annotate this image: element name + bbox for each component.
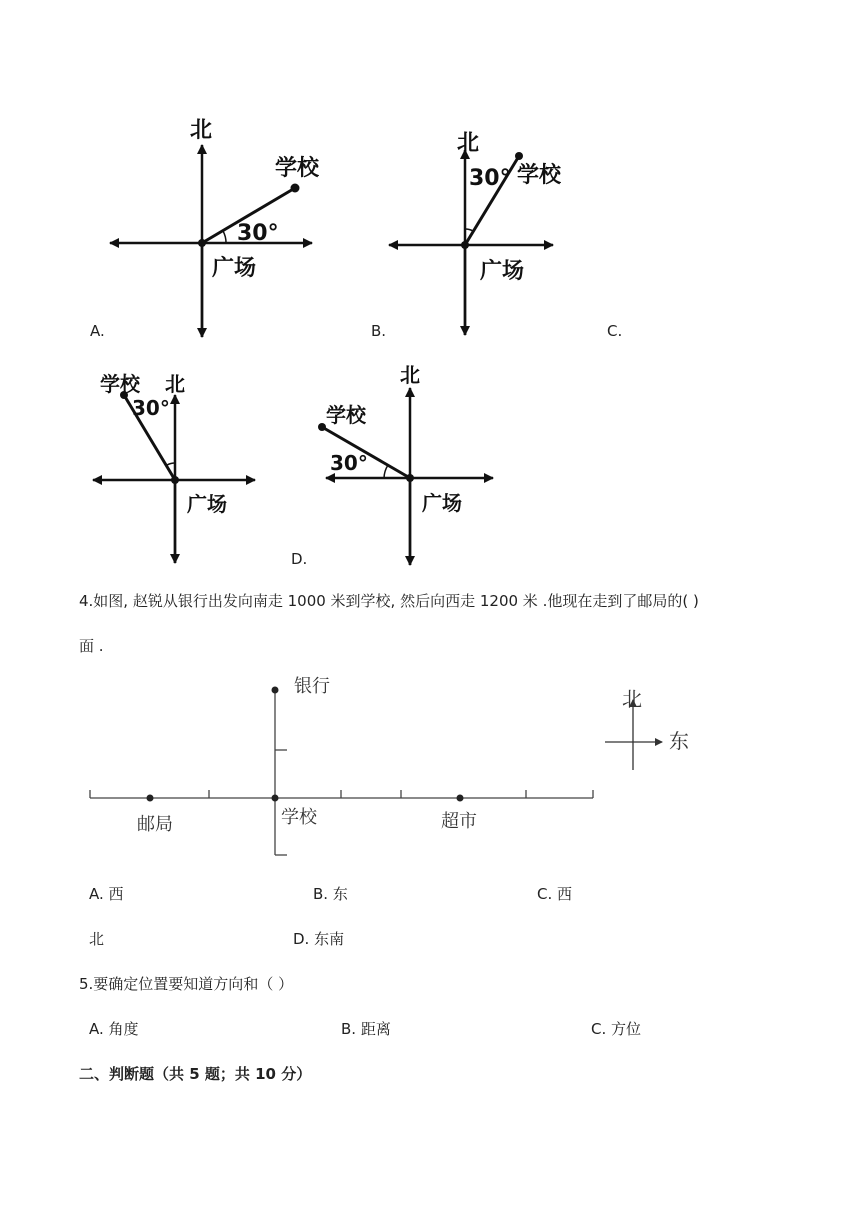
figure-c-angle-label: 30° [132, 396, 170, 420]
figure-b [385, 130, 585, 340]
option-a-label: A. [90, 322, 105, 340]
figure-b-square-label: 广场 [480, 259, 525, 284]
q4-option-b: B. 东 [313, 885, 348, 903]
question-4-stem-line2: 面 . [79, 637, 104, 655]
map-supermarket-label: 超市 [441, 811, 477, 832]
figure-d [318, 360, 498, 570]
option-b-label: B. [371, 322, 387, 340]
figure-d-north-label: 北 [400, 363, 420, 387]
compass-east-label: 东 [669, 729, 689, 753]
figure-d-school-label: 学校 [326, 403, 366, 427]
figure-a-north-label: 北 [190, 118, 213, 143]
q4-option-d: D. 东南 [293, 930, 345, 948]
q4-option-c: C. 西 [537, 885, 573, 903]
q4-option-c-continued: 北 [89, 930, 105, 948]
map-post-office-label: 邮局 [137, 814, 173, 835]
figure-a-square-label: 广场 [212, 256, 257, 281]
q5-option-b: B. 距离 [341, 1020, 391, 1038]
compass-north-label: 北 [622, 687, 642, 711]
figure-c [90, 365, 265, 570]
figure-c-north-label: 北 [165, 372, 185, 396]
figure-a-school-label: 学校 [275, 156, 320, 181]
route-map [85, 670, 705, 865]
figure-b-angle-label: 30° [469, 166, 511, 191]
question-5-stem: 5.要确定位置要知道方向和（ ） [79, 975, 294, 993]
question-4-stem-line1: 4.如图, 赵锐从银行出发向南走 1000 米到学校, 然后向西走 1200 米 .他现在走到了邮局的( ) [79, 592, 699, 610]
figure-a [100, 115, 340, 340]
figure-c-square-label: 广场 [187, 492, 227, 516]
figure-a-angle-label: 30° [237, 221, 279, 246]
map-bank-label: 银行 [294, 676, 330, 697]
option-c-label: C. [607, 322, 623, 340]
figure-b-school-label: 学校 [517, 163, 562, 188]
option-d-label: D. [291, 550, 308, 568]
q5-option-c: C. 方位 [591, 1020, 642, 1038]
figure-c-school-label: 学校 [100, 372, 140, 396]
q4-option-a: A. 西 [89, 885, 124, 903]
figure-b-north-label: 北 [457, 131, 480, 156]
figure-d-angle-label: 30° [330, 451, 368, 475]
q5-option-a: A. 角度 [89, 1020, 139, 1038]
section-2-heading: 二、判断题（共 5 题；共 10 分） [79, 1065, 312, 1083]
map-school-label: 学校 [281, 807, 317, 828]
figure-d-square-label: 广场 [422, 491, 462, 515]
